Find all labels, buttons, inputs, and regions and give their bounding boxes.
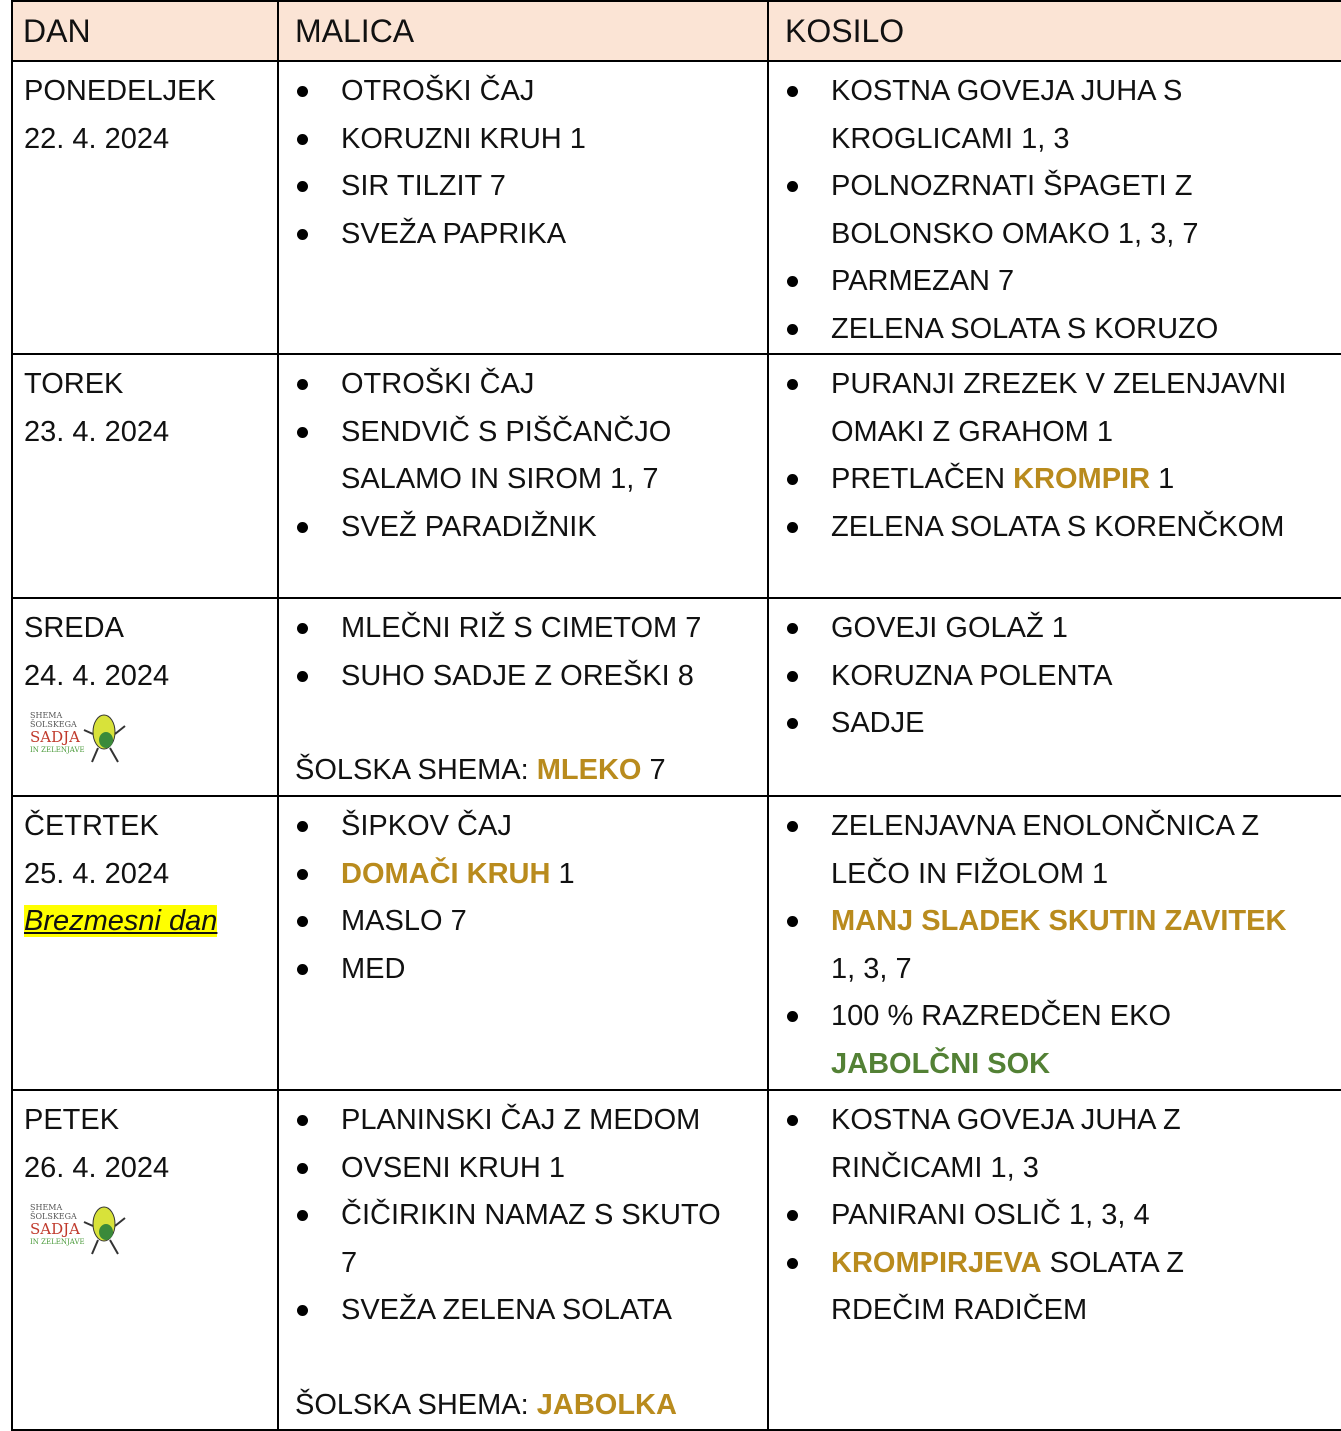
svg-text:IN ZELENJAVE: IN ZELENJAVE [30,746,85,754]
day-cell [12,598,278,796]
kosilo-cell [768,1090,1341,1430]
list-item: ZELENA SOLATA S KORENČKOM [769,504,1341,552]
svg-text:SADJA: SADJA [30,1220,80,1238]
table-row [12,61,1341,354]
list-item: ŠIPKOV ČAJ [279,803,767,851]
list-item: KORUZNI KRUH 1 [279,116,767,164]
list-item: DOMAČI KRUH 1 [279,851,767,899]
list-item: KOSTNA GOVEJA JUHA S KROGLICAMI 1, 3 [769,68,1341,163]
school-fruit-scheme-logo [28,1198,128,1270]
list-item: POLNOZRNATI ŠPAGETI Z BOLONSKO OMAKO 1, 3, 7 [769,163,1341,258]
day-name: PONEDELJEK [24,75,216,107]
list-item: SUHO SADJE Z OREŠKI 8 [279,653,767,701]
list-item: ČIČIRIKIN NAMAZ S SKUTO 7 [279,1192,767,1287]
list-item: PURANJI ZREZEK V ZELENJAVNI OMAKI Z GRAHOM 1 [769,361,1341,456]
malica-cell [278,354,768,598]
list-item: KOSTNA GOVEJA JUHA Z RINČICAMI 1, 3 [769,1097,1341,1192]
day-date: 22. 4. 2024 [24,122,170,155]
day-name: PETEK [24,1104,120,1136]
header-kosilo: KOSILO [768,1,1341,61]
day-cell [12,61,278,354]
day-name: ČETRTEK [24,810,159,842]
table-row [12,1090,1341,1430]
kosilo-cell [768,598,1341,796]
list-item: MED [279,946,767,994]
list-item: ZELENJAVNA ENOLONČNICA Z LEČO IN FIŽOLOM 1 [769,803,1341,898]
list-item: MANJ SLADEK SKUTIN ZAVITEK 1, 3, 7 [769,898,1341,993]
day-cell [12,354,278,598]
list-item: ZELENA SOLATA S KORUZO [769,306,1341,354]
school-scheme-note: ŠOLSKA SHEMA: MLEKO 7 [295,754,666,786]
list-item: OVSENI KRUH 1 [279,1145,767,1193]
day-cell [12,1090,278,1430]
menu-table [11,0,1341,1431]
malica-cell [278,796,768,1090]
list-item: PANIRANI OSLIČ 1, 3, 4 [769,1192,1341,1240]
svg-text:ŠOLSKEGA: ŠOLSKEGA [30,720,77,729]
list-item: PRETLAČEN KROMPIR 1 [769,456,1341,504]
malica-cell [278,598,768,796]
kosilo-cell [768,796,1341,1090]
school-fruit-scheme-logo [28,706,128,778]
kosilo-cell [768,61,1341,354]
list-item: KORUZNA POLENTA [769,653,1341,701]
list-item: KROMPIRJEVA SOLATA Z RDEČIM RADIČEM [769,1240,1341,1335]
day-date: 23. 4. 2024 [24,415,170,448]
svg-text:SHEMA: SHEMA [30,711,63,720]
header-day: DAN [12,1,278,61]
list-item: SVEŽA ZELENA SOLATA [279,1287,767,1335]
school-scheme-note: ŠOLSKA SHEMA: JABOLKA [295,1388,677,1421]
day-name: SREDA [24,612,124,644]
list-item: GOVEJI GOLAŽ 1 [769,605,1341,653]
svg-text:SADJA: SADJA [30,728,80,746]
header-row [12,1,1341,61]
header-malica: MALICA [278,1,768,61]
list-item: OTROŠKI ČAJ [279,68,767,116]
day-date: 25. 4. 2024 [24,857,170,890]
list-item: SVEŽA PAPRIKA [279,211,767,259]
meatless-day-label: Brezmesni dan [24,905,218,937]
table-row [12,354,1341,598]
list-item: OTROŠKI ČAJ [279,361,767,409]
list-item: SENDVIČ S PIŠČANČJO SALAMO IN SIROM 1, 7 [279,409,767,504]
day-name: TOREK [24,368,124,400]
list-item: PLANINSKI ČAJ Z MEDOM [279,1097,767,1145]
svg-text:SHEMA: SHEMA [30,1203,63,1212]
list-item: SVEŽ PARADIŽNIK [279,504,767,552]
list-item: MLEČNI RIŽ S CIMETOM 7 [279,605,767,653]
table-row [12,796,1341,1090]
list-item: PARMEZAN 7 [769,258,1341,306]
list-item: SIR TILZIT 7 [279,163,767,211]
malica-cell [278,61,768,354]
list-item: SADJE [769,700,1341,748]
day-date: 26. 4. 2024 [24,1151,170,1184]
list-item: 100 % RAZREDČEN EKO JABOLČNI SOK [769,993,1341,1088]
kosilo-cell [768,354,1341,598]
day-date: 24. 4. 2024 [24,659,170,692]
day-cell [12,796,278,1090]
list-item: MASLO 7 [279,898,767,946]
table-row [12,598,1341,796]
svg-text:ŠOLSKEGA: ŠOLSKEGA [30,1212,77,1221]
malica-cell [278,1090,768,1430]
svg-text:IN ZELENJAVE: IN ZELENJAVE [30,1238,85,1246]
